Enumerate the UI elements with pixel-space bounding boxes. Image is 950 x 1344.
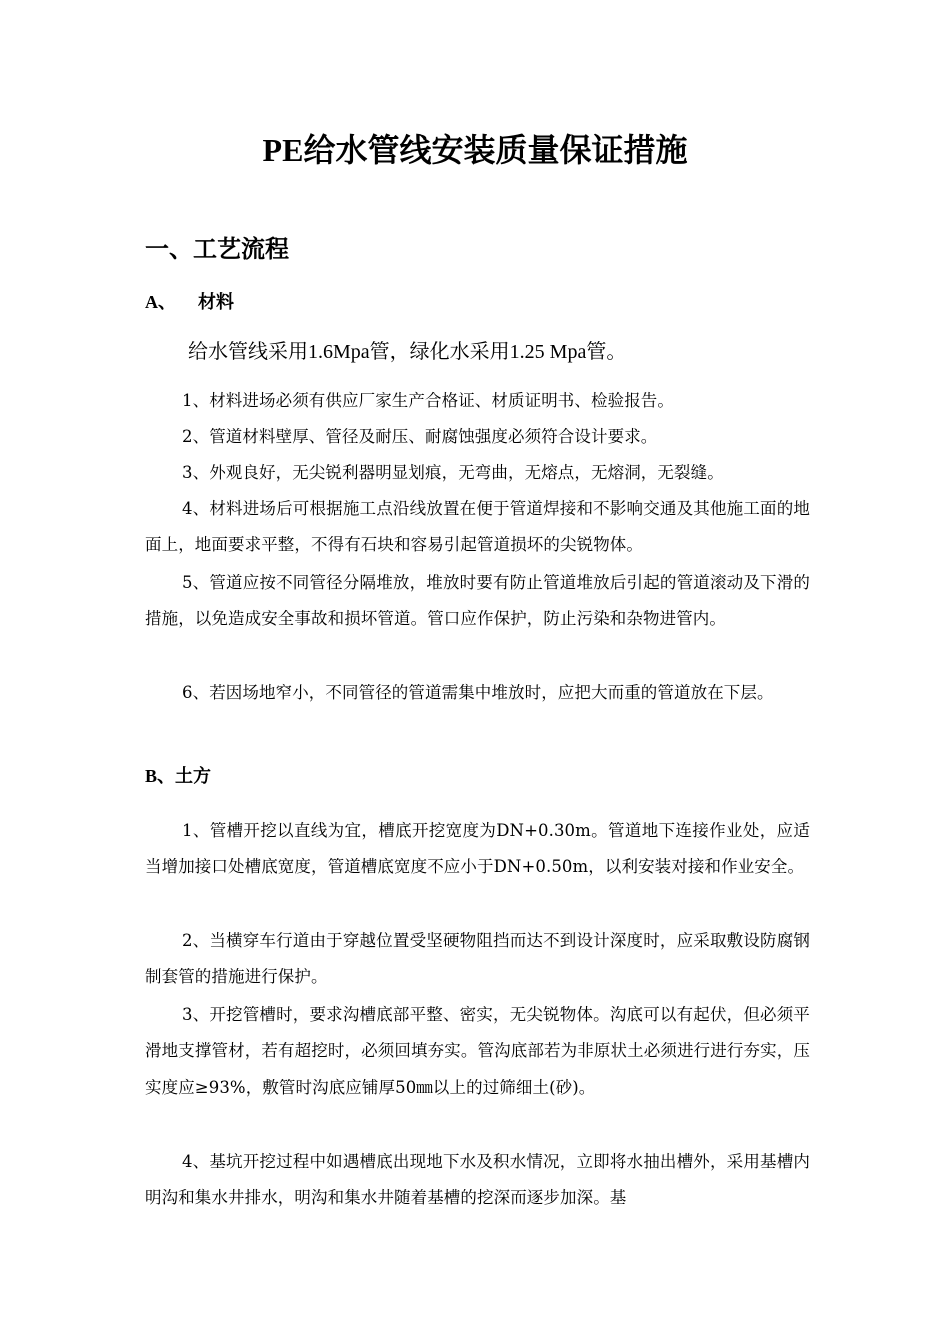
subsection-heading-earthwork xyxy=(145,762,211,791)
subsection-title-materials: 材料 xyxy=(198,292,234,313)
materials-item-5: 5、管道应按不同管径分隔堆放，堆放时要有防止管道堆放后引起的管道滚动及下滑的措施，以免造成安全事故和损坏管道。管口应作保护，防止污染和杂物进管内。 xyxy=(145,573,810,629)
materials-item-1: 1、材料进场必须有供应厂家生产合格证、材质证明书、检验报告。 xyxy=(182,391,674,410)
materials-item-4: 4、材料进场后可根据施工点沿线放置在便于管道焊接和不影响交通及其他施工面的地面上，地面要求平整，不得有石块和容易引起管道损坏的尖锐物体。 xyxy=(145,499,810,555)
subsection-heading-materials xyxy=(145,288,234,317)
materials-item-2: 2、管道材料壁厚、管径及耐压、耐腐蚀强度必须符合设计要求。 xyxy=(182,427,658,446)
earthwork-item-4: 4、基坑开挖过程中如遇槽底出现地下水及积水情况，立即将水抽出槽外，采用基槽内明沟和集水井排水，明沟和集水井随着基槽的挖深而逐步加深。基 xyxy=(145,1152,810,1208)
title-text: 给水管线安装质量保证措施 xyxy=(303,131,688,169)
materials-intro: 给水管线采用1.6Mpa管，绿化水采用1.25 Mpa管。 xyxy=(188,339,627,363)
subsection-label-a: A、 xyxy=(145,292,176,312)
section-heading-process: 一、工艺流程 xyxy=(145,234,289,263)
title-prefix: PE xyxy=(262,132,304,168)
earthwork-item-2: 2、当横穿车行道由于穿越位置受坚硬物阻挡而达不到设计深度时，应采取敷设防腐钢制套管的措施进行保护。 xyxy=(145,931,810,987)
materials-item-3: 3、外观良好，无尖锐利器明显划痕，无弯曲，无熔点，无熔洞，无裂缝。 xyxy=(182,463,724,482)
earthwork-item-3: 3、开挖管槽时，要求沟槽底部平整、密实，无尖锐物体。沟底可以有起伏，但必须平滑地支撑管材，若有超挖时，必须回填夯实。管沟底部若为非原状土必须进行进行夯实，压实度应≥93%，敷管时沟底应铺厚50㎜以上的过筛细土(砂)。 xyxy=(145,1005,810,1097)
earthwork-item-1: 1、管槽开挖以直线为宜，槽底开挖宽度为DN+0.30m。管道地下连接作业处，应适当增加接口处槽底宽度，管道槽底宽度不应小于DN+0.50m，以利安装对接和作业安全。 xyxy=(145,821,810,877)
subsection-label-b: B xyxy=(145,766,158,786)
materials-item-6: 6、若因场地窄小，不同管径的管道需集中堆放时，应把大而重的管道放在下层。 xyxy=(182,683,774,702)
subsection-title-earthwork: 、土方 xyxy=(157,766,212,787)
document-title xyxy=(0,128,950,172)
